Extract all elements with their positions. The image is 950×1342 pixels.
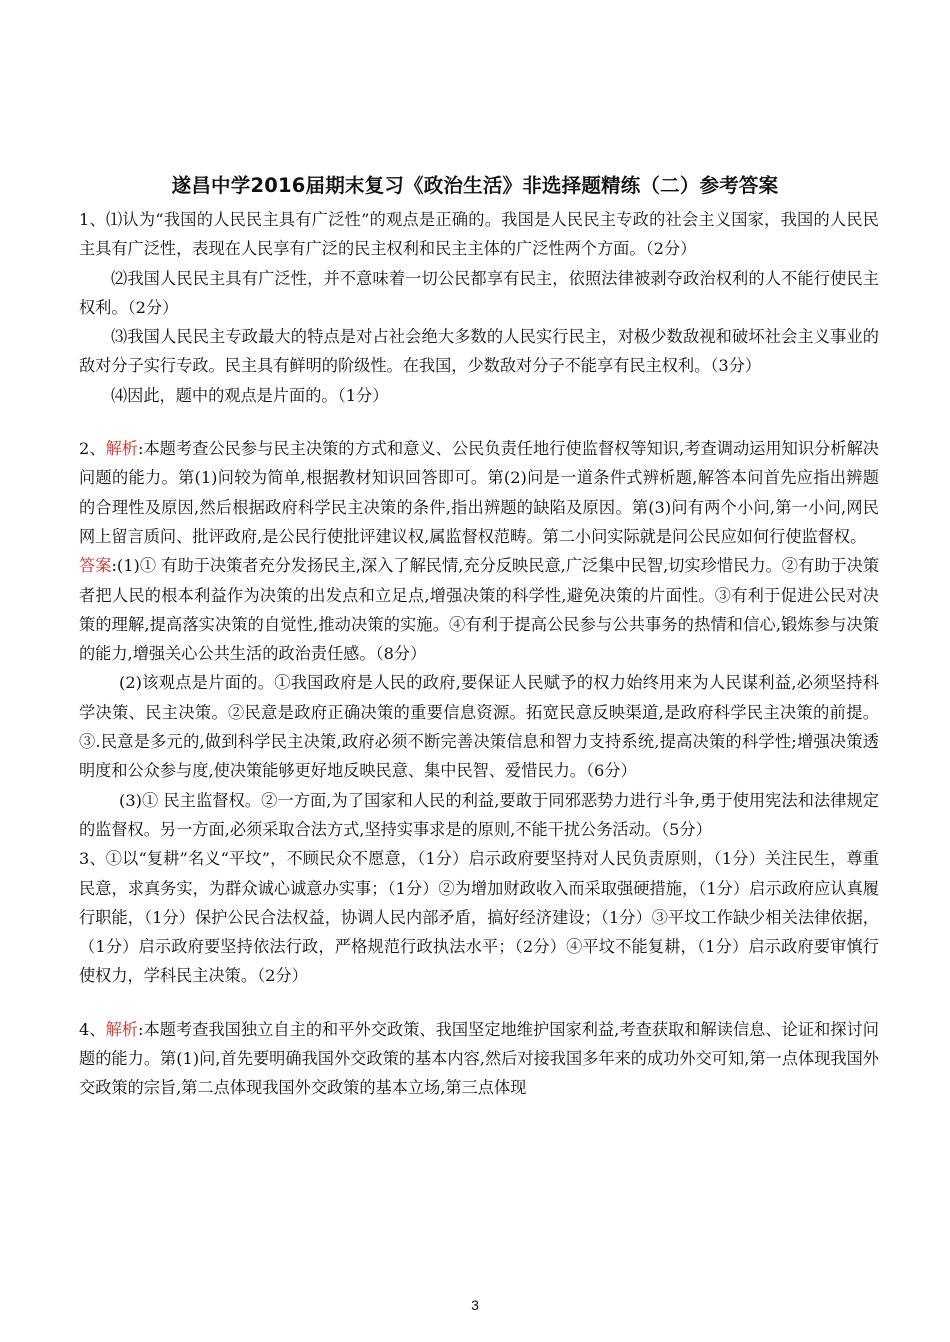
- q1-part3: ⑶我国人民民主专政最大的特点是对占社会绝大多数的人民实行民主，对极少数敌视和破坏社会主义事业的敌对分子实行专政。民主具有鲜明的阶级性。在我国，少数敌对分子不能享有民主权利。（3分）: [79, 327, 879, 376]
- q2-number: 2、: [79, 439, 106, 459]
- q2-analysis-text: :本题考查公民参与民主决策的方式和意义、公民负责任地行使监督权等知识,考查调动运用知识分析解决问题的能力。第(1)问较为简单,根据教材知识回答即可。第(2)问是一道条件式辨析题,解答本问首先应指出辨题的合理性及原因,然后根据政府科学民主决策的条件,指出辨题的缺陷及原因。第(3)问有两个小问,第一小问,网民网上留言质问、批评政府,是公民行使批评建议权,属监督权范畴。第二小问实际就是问公民应如何行使监督权。: [79, 439, 879, 546]
- q2-analysis-label: 解析: [105, 439, 139, 459]
- page-title: 遂昌中学2016届期末复习《政治生活》非选择题精练（二）参考答案: [171, 174, 779, 197]
- q4-analysis-text: :本题考查我国独立自主的和平外交政策、我国坚定地维护国家利益,考查获取和解读信息、论证和探讨问题的能力。第(1)问,首先要明确我国外交政策的基本内容,然后对接我国多年来的成功外交可知,第一点体现我国外交政策的宗旨,第二点体现我国外交政策的基本立场,第三点体现: [79, 1019, 879, 1098]
- spacer: [79, 410, 879, 434]
- q4-analysis: [79, 1015, 879, 1103]
- q2-answer-3: (3)① 民主监督权。②一方面,为了国家和人民的利益,要敢于同邪恶势力进行斗争,勇于使用宪法和法律规定的监督权。另一方面,必须采取合法方式,坚持实事求是的原则,不能干扰公务活动。（5分）: [79, 790, 879, 839]
- q1-part2: ⑵我国人民民主具有广泛性，并不意味着一切公民都享有民主，依照法律被剥夺政治权利的人不能行使民主权利。（2分）: [79, 268, 879, 317]
- q1-part4: ⑷因此，题中的观点是片面的。（1分）: [111, 385, 389, 405]
- q4-analysis-label: 解析: [105, 1019, 139, 1039]
- q2-analysis: [79, 434, 879, 551]
- answer-body: [79, 205, 879, 1103]
- q2-answer-label: 答案: [79, 556, 112, 576]
- q4-number: 4、: [79, 1019, 106, 1039]
- q2-answer-1: [79, 551, 879, 668]
- page-number: 3: [471, 1297, 479, 1313]
- spacer: [79, 991, 879, 1015]
- q2-answer-1-text: :(1)① 有助于决策者充分发扬民主,深入了解民情,充分反映民意,广泛集中民智,切实珍惜民力。②有助于决策者把人民的根本利益作为决策的出发点和立足点,增强决策的科学性,避免决策的片面性。③有利于促进公民对决策的理解,提高落实决策的自觉性,推动决策的实施。④有利于提高公民参与公共事务的热情和信心,锻炼参与决策的能力,增强关心公共生活的政治责任感。（8分）: [79, 556, 880, 664]
- q3-answer: 3、①以“复耕”名义“平坟”，不顾民众不愿意，（1分）启示政府要坚持对人民负责原则，（1分）关注民生，尊重民意，求真务实，为群众诚心诚意办实事；（1分）②为增加财政收入而采取强硬措施，（1分）启示政府应认真履行职能，（1分）保护公民合法权益，协调人民内部矛盾，搞好经济建设；（1分）③平坟工作缺少相关法律依据，（1分）启示政府要坚持依法行政，严格规范行政执法水平；（2分）④平坟不能复耕，（1分）启示政府要审慎行使权力，学科民主决策。（2分）: [79, 849, 879, 986]
- q1-part1: 1、⑴认为“我国的人民民主具有广泛性”的观点是正确的。我国是人民民主专政的社会主义国家，我国的人民民主具有广泛性，表现在人民享有广泛的民主权利和民主主体的广泛性两个方面。（2分）: [79, 210, 879, 259]
- q2-answer-2: (2)该观点是片面的。①我国政府是人民的政府,要保证人民赋予的权力始终用来为人民谋利益,必须坚持科学决策、民主决策。②民意是政府正确决策的重要信息资源。拓宽民意反映渠道,是政府科学民主决策的前提。③.民意是多元的,做到科学民主决策,政府必须不断完善决策信息和智力支持系统,提高决策的科学性;增强决策透明度和公众参与度,使决策能够更好地反映民意、集中民智、爱惜民力。（6分）: [79, 673, 879, 781]
